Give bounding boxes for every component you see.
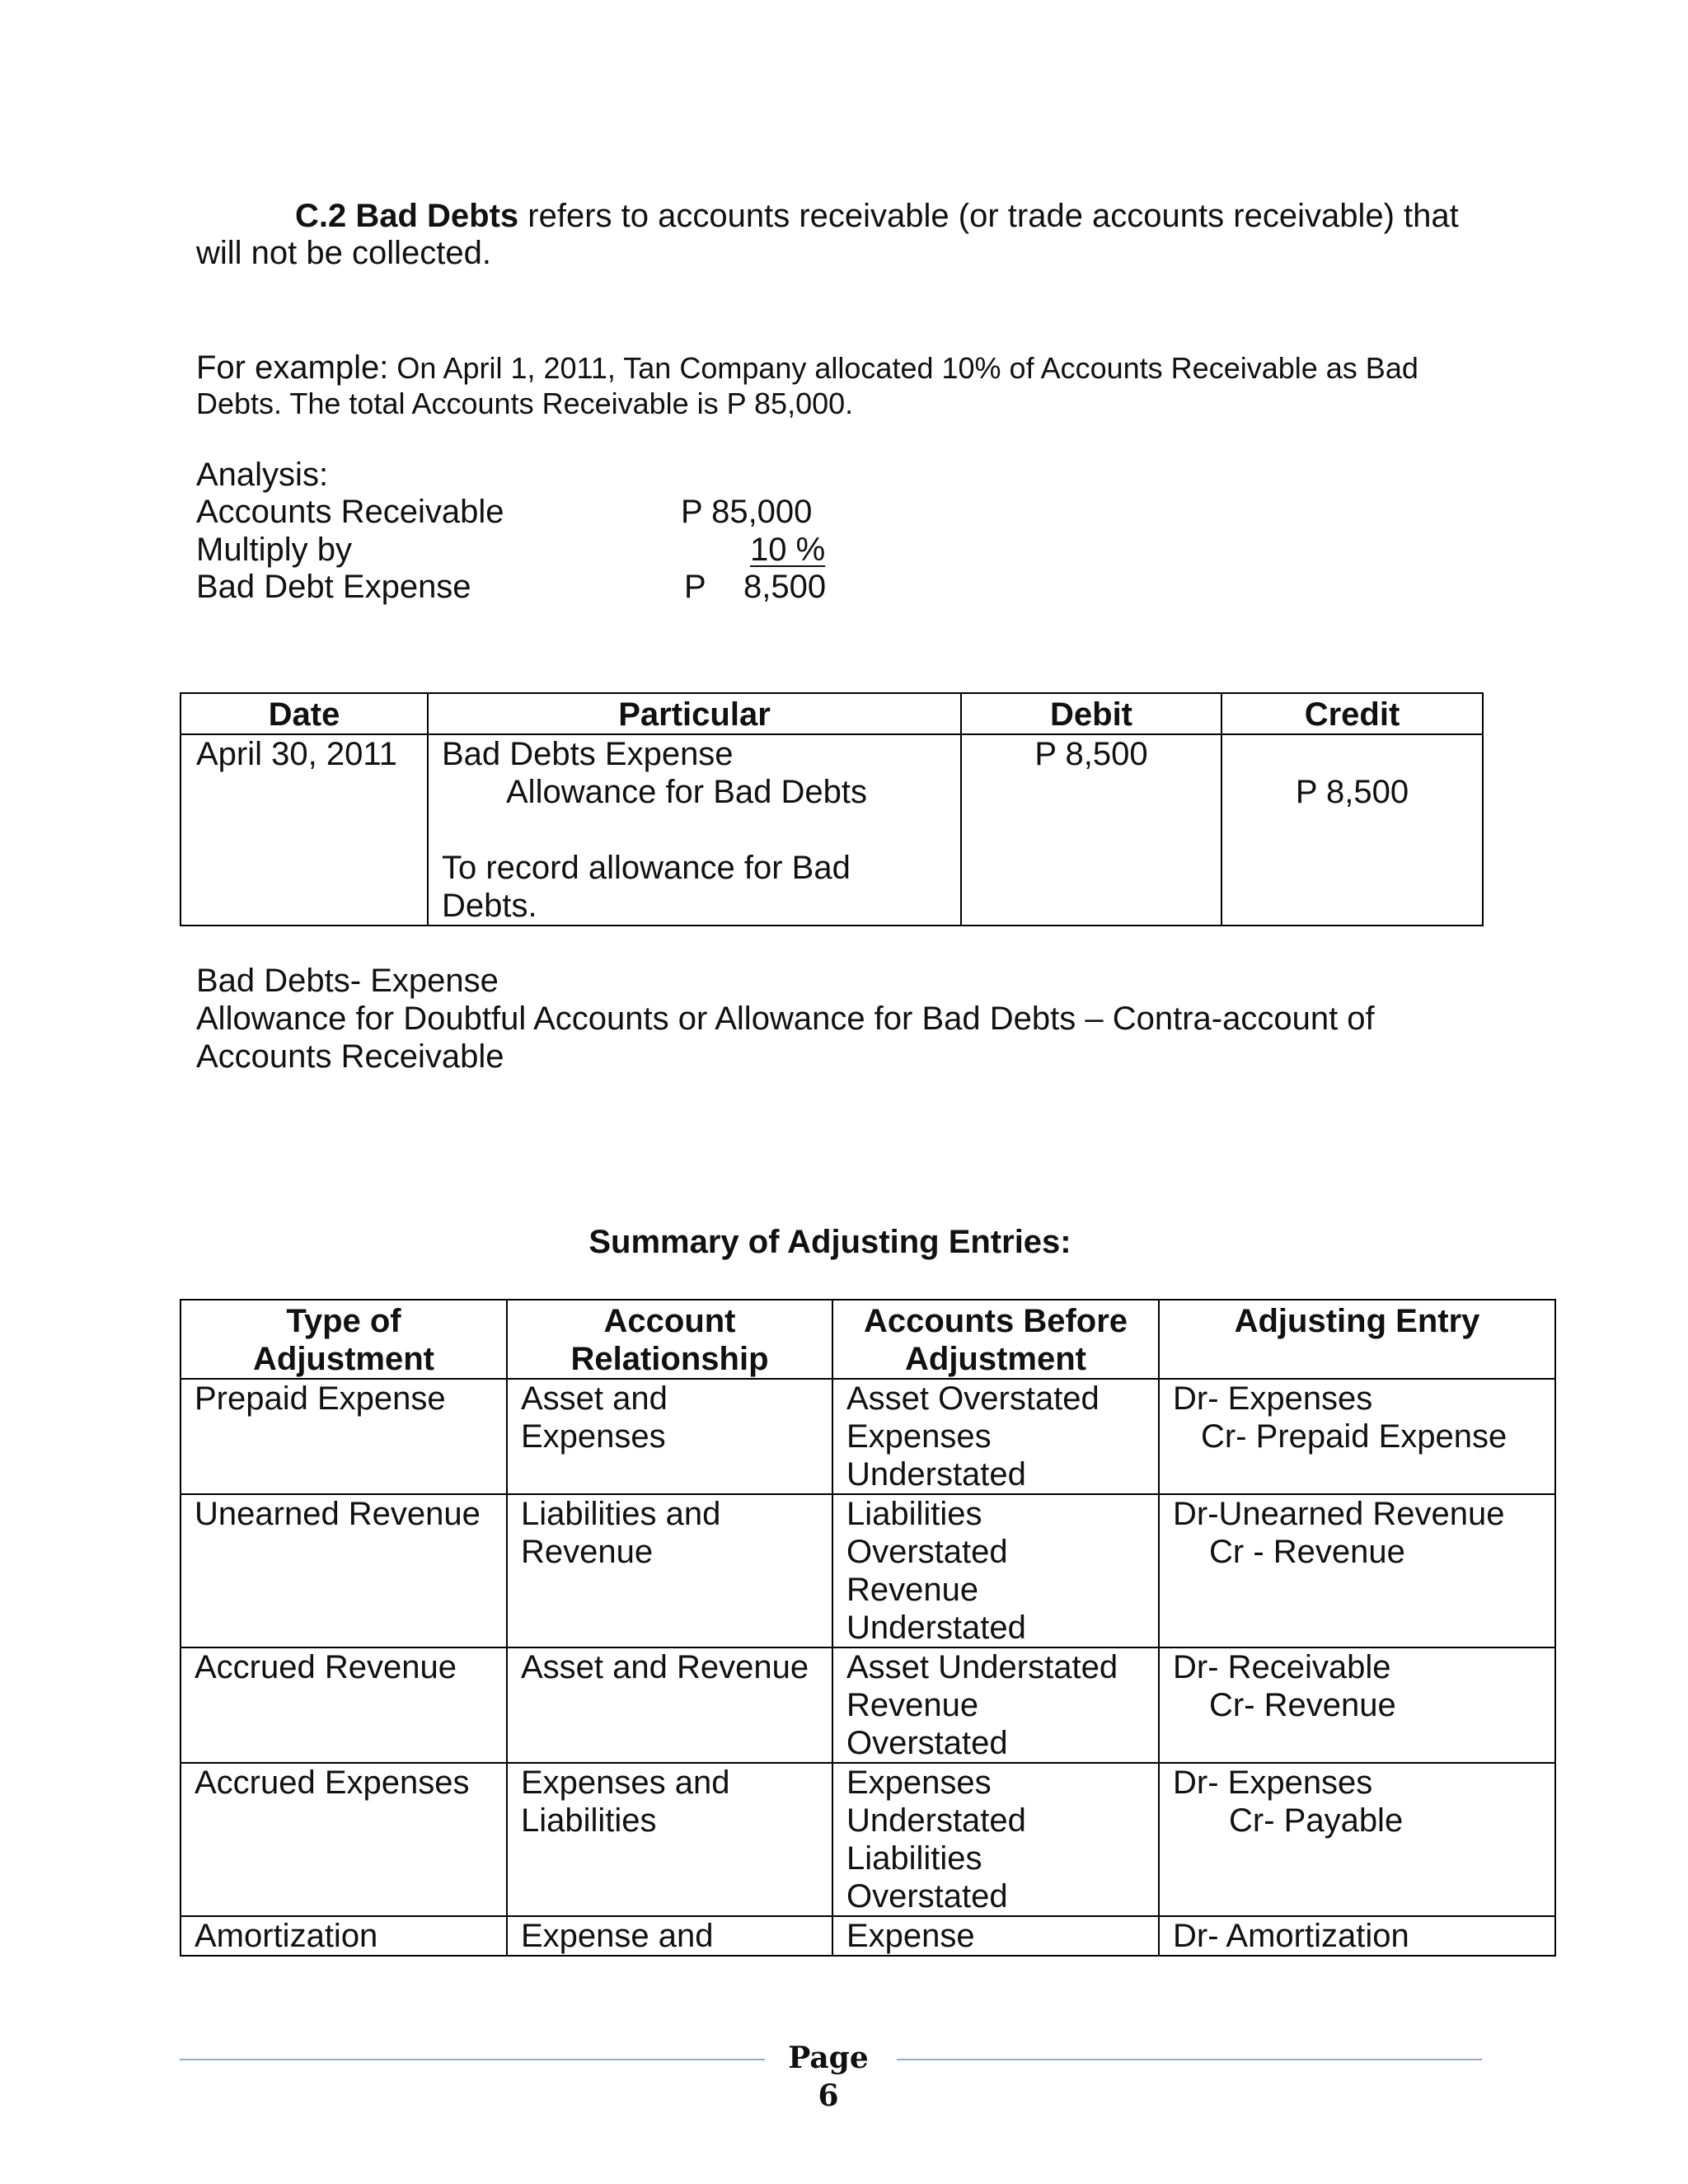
note-line-1: Bad Debts- Expense — [196, 963, 499, 999]
example-lead: For example: — [196, 349, 389, 386]
table-row — [181, 1916, 1555, 1956]
summary-entry: Dr- Expenses Cr- Prepaid Expense — [1159, 1379, 1555, 1494]
summary-before: Asset Understated Revenue Overstated — [832, 1647, 1159, 1763]
journal-table — [180, 692, 1484, 926]
summary-relationship: Asset and Revenue — [507, 1647, 832, 1763]
analysis-label-expense: Bad Debt Expense — [196, 569, 471, 605]
summary-title: Summary of Adjusting Entries: — [588, 1224, 1071, 1260]
summary-before: Expense — [832, 1916, 1159, 1956]
summary-type: Accrued Revenue — [181, 1647, 507, 1763]
analysis-label-multiply: Multiply by — [196, 532, 352, 568]
summary-relationship: Expense and — [507, 1916, 832, 1956]
summary-header-before: Accounts Before Adjustment — [832, 1300, 1159, 1379]
summary-before: Asset Overstated Expenses Understated — [832, 1379, 1159, 1494]
journal-narration-2: Debts. — [442, 888, 537, 924]
journal-credit-cell — [1221, 734, 1483, 926]
journal-header-row — [181, 693, 1483, 734]
journal-particulars — [428, 734, 961, 926]
summary-header-type: Type of Adjustment — [181, 1300, 507, 1379]
intro-text: refers to accounts receivable (or trade accounts receivable) that — [518, 198, 1459, 234]
summary-table — [180, 1299, 1556, 1957]
summary-header-entry: Adjusting Entry — [1159, 1300, 1555, 1379]
summary-entry: Dr- Amortization — [1159, 1916, 1555, 1956]
summary-type: Accrued Expenses — [181, 1763, 507, 1916]
analysis-value-ar: P 85,000 — [681, 494, 813, 530]
analysis-title: Analysis: — [196, 457, 329, 493]
example-text: On April 1, 2011, Tan Company allocated 10% of Accounts Receivable as Bad — [388, 351, 1418, 385]
journal-debit-amount: P 8,500 — [961, 734, 1221, 926]
journal-date: April 30, 2011 — [181, 734, 428, 926]
page-number: Page 6 — [788, 2041, 869, 2113]
journal-debit-account: Bad Debts Expense — [442, 736, 734, 772]
table-row — [181, 1494, 1555, 1647]
journal-credit-amount: P 8,500 — [1295, 774, 1409, 810]
table-row — [181, 1763, 1555, 1916]
intro-line-2: will not be collected. — [196, 235, 491, 271]
table-row — [181, 1647, 1555, 1763]
summary-relationship: Liabilities and Revenue — [507, 1494, 832, 1647]
summary-entry: Dr-Unearned Revenue Cr - Revenue — [1159, 1494, 1555, 1647]
analysis-value-rate: 10 % — [750, 532, 826, 568]
journal-entry-row — [181, 734, 1483, 926]
summary-entry: Dr- Expenses Cr- Payable — [1159, 1763, 1555, 1916]
analysis-value-expense: 8,500 — [743, 569, 827, 605]
note-line-3: Accounts Receivable — [196, 1038, 504, 1075]
journal-header-date: Date — [181, 693, 428, 734]
summary-type: Amortization — [181, 1916, 507, 1956]
analysis-value-prefix: P — [684, 569, 706, 605]
table-row — [181, 1379, 1555, 1494]
summary-before: Liabilities Overstated Revenue Understated — [832, 1494, 1159, 1647]
summary-relationship: Expenses and Liabilities — [507, 1763, 832, 1916]
intro-heading: C.2 Bad Debts — [295, 198, 519, 234]
journal-credit-account: Allowance for Bad Debts — [506, 774, 868, 810]
summary-type: Unearned Revenue — [181, 1494, 507, 1647]
note-line-2: Allowance for Doubtful Accounts or Allowance for Bad Debts – Contra-account of — [196, 1001, 1375, 1037]
summary-before: Expenses Understated Liabilities Overstated — [832, 1763, 1159, 1916]
intro-line-1 — [295, 197, 1459, 235]
journal-header-particular: Particular — [428, 693, 961, 734]
journal-narration-1: To record allowance for Bad — [442, 850, 851, 886]
journal-header-credit: Credit — [1221, 693, 1483, 734]
summary-type: Prepaid Expense — [181, 1379, 507, 1494]
footer-rule-left — [180, 2059, 765, 2060]
journal-header-debit: Debit — [961, 693, 1221, 734]
analysis-label-ar: Accounts Receivable — [196, 494, 504, 530]
summary-entry: Dr- Receivable Cr- Revenue — [1159, 1647, 1555, 1763]
summary-header-row — [181, 1300, 1555, 1379]
summary-relationship: Asset and Expenses — [507, 1379, 832, 1494]
footer-rule-right — [897, 2059, 1482, 2060]
example-line-2: Debts. The total Accounts Receivable is P 85,000. — [196, 387, 854, 420]
summary-header-relationship: Account Relationship — [507, 1300, 832, 1379]
